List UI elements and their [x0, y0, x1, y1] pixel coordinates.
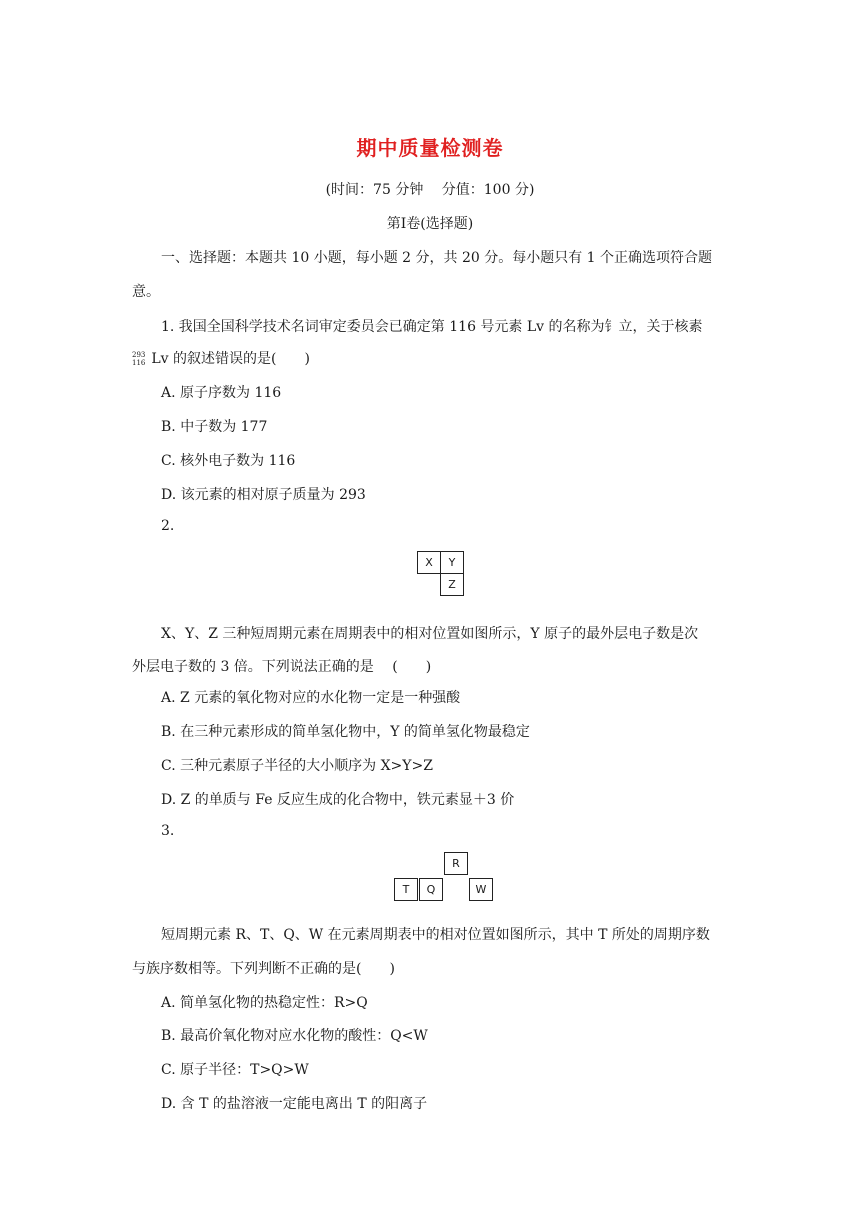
cell-q: Q: [419, 878, 443, 901]
page-title: 期中质量检测卷: [356, 136, 504, 160]
q1-stem-line-2: [132, 348, 702, 368]
q1-stem-text: Lv 的叙述错误的是( ): [151, 351, 310, 367]
q3-option-a: A. 简单氢化物的热稳定性：R>Q: [161, 995, 368, 1011]
section-heading: 第Ⅰ卷(选择题): [386, 216, 474, 232]
cell-r: R: [444, 852, 468, 875]
q1-option-b: B. 中子数为 177: [161, 419, 268, 435]
q1-option-d: D. 该元素的相对原子质量为 293: [161, 487, 366, 503]
q3-stem-line-1: 短周期元素 R、T、Q、W 在元素周期表中的相对位置如图所示，其中 T 所处的周期序数: [161, 927, 710, 943]
q1-option-a: A. 原子序数为 116: [161, 385, 282, 401]
cell-z: Z: [440, 573, 464, 596]
q2-option-c: C. 三种元素原子半径的大小顺序为 X>Y>Z: [161, 758, 433, 774]
q1-stem-line-1: 1. 我国全国科学技术名词审定委员会已确定第 116 号元素 Lv 的名称为钅立，关于核素: [161, 319, 703, 335]
nuclide-notation: [132, 351, 145, 367]
nuclide-atomic-number: 116: [132, 359, 146, 367]
cell-t: T: [394, 878, 418, 901]
instructions-line-2: 意。: [132, 284, 160, 300]
q3-number: 3.: [161, 823, 175, 839]
q1-option-c: C. 核外电子数为 116: [161, 453, 296, 469]
q3-periodic-table-diagram: [394, 852, 494, 904]
q2-number: 2.: [161, 518, 175, 534]
cell-x: X: [417, 551, 441, 574]
nuclide-mass-number: 293: [132, 351, 146, 359]
q2-stem-line-2: 外层电子数的 3 倍。下列说法正确的是 ( ): [132, 659, 432, 675]
q3-option-c: C. 原子半径：T>Q>W: [161, 1062, 309, 1078]
cell-w: W: [469, 878, 493, 901]
q3-stem-line-2: 与族序数相等。下列判断不正确的是( ): [132, 961, 395, 977]
q3-option-d: D. 含 T 的盐溶液一定能电离出 T 的阳离子: [161, 1096, 428, 1112]
q2-periodic-table-diagram: [417, 551, 469, 599]
exam-meta: (时间：75 分钟 分值：100 分): [325, 182, 535, 198]
q2-option-a: A. Z 元素的氧化物对应的水化物一定是一种强酸: [161, 690, 461, 706]
q2-option-d: D. Z 的单质与 Fe 反应生成的化合物中，铁元素显＋3 价: [161, 792, 515, 808]
cell-y: Y: [440, 551, 464, 574]
q2-option-b: B. 在三种元素形成的简单氢化物中，Y 的简单氢化物最稳定: [161, 724, 530, 740]
q3-option-b: B. 最高价氧化物对应水化物的酸性：Q<W: [161, 1028, 428, 1044]
instructions-line-1: 一、选择题：本题共 10 小题，每小题 2 分，共 20 分。每小题只有 1 个正确选项符合题: [161, 250, 713, 266]
q2-stem-line-1: X、Y、Z 三种短周期元素在周期表中的相对位置如图所示，Y 原子的最外层电子数是次: [161, 626, 699, 642]
